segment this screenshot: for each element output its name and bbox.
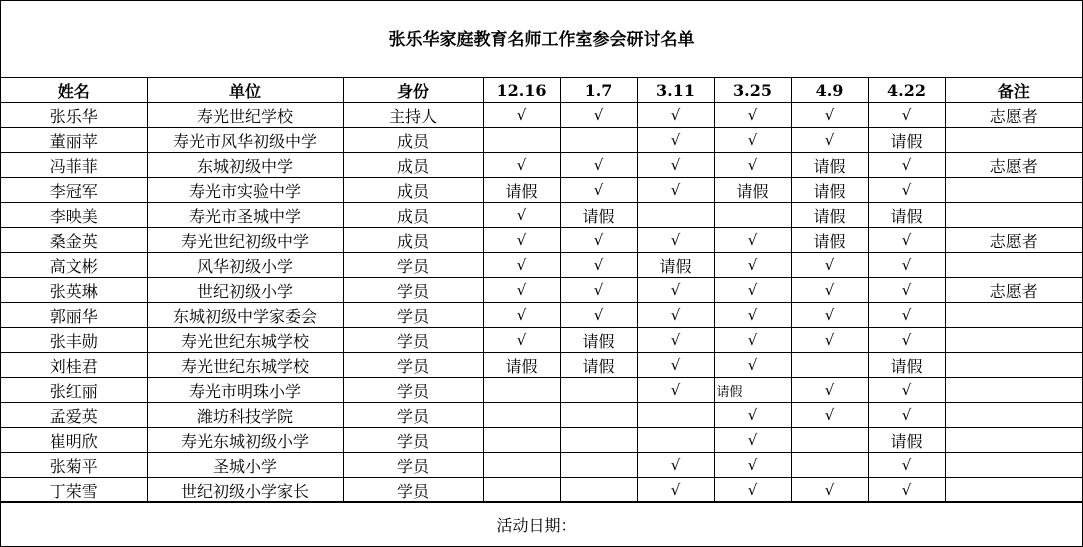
cell-unit: 寿光市风华初级中学 <box>147 128 343 153</box>
cell-name: 李冠军 <box>1 178 147 203</box>
cell-attendance <box>560 378 637 403</box>
table-row <box>1 253 1082 278</box>
cell-attendance: √ <box>637 478 714 503</box>
cell-unit: 东城初级中学家委会 <box>147 303 343 328</box>
cell-name: 张红丽 <box>1 378 147 403</box>
cell-attendance: 请假 <box>560 328 637 353</box>
cell-note <box>945 428 1082 453</box>
cell-attendance: √ <box>791 253 868 278</box>
cell-name: 高文彬 <box>1 253 147 278</box>
cell-unit: 世纪初级小学 <box>147 278 343 303</box>
cell-role: 学员 <box>343 253 483 278</box>
cell-attendance: √ <box>560 278 637 303</box>
header-row <box>1 78 1082 103</box>
cell-note: 志愿者 <box>945 278 1082 303</box>
table-row <box>1 153 1082 178</box>
cell-attendance: √ <box>714 128 791 153</box>
cell-name: 郭丽华 <box>1 303 147 328</box>
cell-attendance: √ <box>791 378 868 403</box>
cell-attendance: √ <box>714 228 791 253</box>
cell-attendance: √ <box>483 228 560 253</box>
cell-unit: 东城初级中学 <box>147 153 343 178</box>
cell-role: 成员 <box>343 178 483 203</box>
cell-name: 董丽苹 <box>1 128 147 153</box>
cell-attendance <box>791 428 868 453</box>
cell-attendance: √ <box>714 253 791 278</box>
table-row <box>1 203 1082 228</box>
cell-attendance <box>483 403 560 428</box>
header-unit: 单位 <box>147 78 343 103</box>
header-date: 4.22 <box>868 78 945 103</box>
cell-attendance: √ <box>560 178 637 203</box>
cell-unit: 世纪初级小学家长 <box>147 478 343 503</box>
cell-attendance: 请假 <box>560 353 637 378</box>
cell-note <box>945 478 1082 503</box>
cell-role: 成员 <box>343 228 483 253</box>
table-row <box>1 178 1082 203</box>
header-date: 12.16 <box>483 78 560 103</box>
cell-attendance: 请假 <box>791 203 868 228</box>
activity-date-label: 活动日期： <box>496 516 577 535</box>
table-row <box>1 428 1082 453</box>
cell-attendance <box>637 403 714 428</box>
cell-attendance: 请假 <box>868 203 945 228</box>
cell-attendance: √ <box>714 328 791 353</box>
cell-attendance: √ <box>560 153 637 178</box>
cell-attendance: √ <box>791 478 868 503</box>
cell-name: 张丰勋 <box>1 328 147 353</box>
cell-note <box>945 253 1082 278</box>
cell-attendance: √ <box>483 203 560 228</box>
cell-attendance: 请假 <box>868 128 945 153</box>
cell-unit: 风华初级小学 <box>147 253 343 278</box>
cell-name: 孟爱英 <box>1 403 147 428</box>
cell-attendance: √ <box>868 378 945 403</box>
cell-attendance: √ <box>714 278 791 303</box>
cell-attendance <box>483 478 560 503</box>
cell-attendance: 请假 <box>483 178 560 203</box>
cell-attendance: √ <box>483 153 560 178</box>
cell-attendance <box>483 428 560 453</box>
sheet-title: 张乐华家庭教育名师工作室参会研讨名单 <box>388 30 695 50</box>
cell-attendance: 请假 <box>791 178 868 203</box>
cell-attendance: √ <box>868 178 945 203</box>
cell-attendance: √ <box>637 278 714 303</box>
cell-attendance: 请假 <box>560 203 637 228</box>
cell-attendance: √ <box>483 303 560 328</box>
header-date: 3.25 <box>714 78 791 103</box>
cell-unit: 圣城小学 <box>147 453 343 478</box>
cell-note: 志愿者 <box>945 153 1082 178</box>
cell-attendance <box>791 453 868 478</box>
cell-attendance: 请假 <box>791 153 868 178</box>
cell-note: 志愿者 <box>945 228 1082 253</box>
cell-attendance <box>637 428 714 453</box>
cell-attendance: 请假 <box>868 428 945 453</box>
cell-attendance: √ <box>791 278 868 303</box>
cell-attendance: √ <box>714 453 791 478</box>
cell-unit: 寿光市圣城中学 <box>147 203 343 228</box>
cell-name: 崔明欣 <box>1 428 147 453</box>
cell-attendance: √ <box>637 378 714 403</box>
cell-note <box>945 353 1082 378</box>
cell-role: 成员 <box>343 203 483 228</box>
cell-attendance: √ <box>560 253 637 278</box>
cell-role: 学员 <box>343 278 483 303</box>
cell-attendance: √ <box>868 153 945 178</box>
cell-attendance: √ <box>714 403 791 428</box>
cell-role: 学员 <box>343 478 483 503</box>
cell-note <box>945 128 1082 153</box>
cell-attendance: √ <box>714 303 791 328</box>
cell-attendance <box>560 453 637 478</box>
cell-attendance: 请假 <box>637 253 714 278</box>
cell-attendance: √ <box>637 303 714 328</box>
header-role: 身份 <box>343 78 483 103</box>
cell-role: 学员 <box>343 453 483 478</box>
cell-attendance <box>714 203 791 228</box>
cell-role: 成员 <box>343 153 483 178</box>
cell-attendance: √ <box>637 178 714 203</box>
cell-attendance <box>483 453 560 478</box>
cell-name: 桑金英 <box>1 228 147 253</box>
table-row <box>1 453 1082 478</box>
cell-role: 学员 <box>343 303 483 328</box>
cell-note: 志愿者 <box>945 103 1082 128</box>
cell-attendance: √ <box>791 303 868 328</box>
cell-attendance: √ <box>714 103 791 128</box>
header-name: 姓名 <box>1 78 147 103</box>
cell-note <box>945 403 1082 428</box>
cell-attendance: √ <box>483 328 560 353</box>
table-row <box>1 328 1082 353</box>
table-row <box>1 403 1082 428</box>
cell-attendance: 请假 <box>791 228 868 253</box>
cell-attendance: √ <box>637 228 714 253</box>
cell-attendance <box>560 128 637 153</box>
cell-attendance: √ <box>637 453 714 478</box>
cell-attendance: √ <box>791 103 868 128</box>
cell-name: 李映美 <box>1 203 147 228</box>
attendance-table <box>1 77 1082 503</box>
cell-name: 张菊平 <box>1 453 147 478</box>
cell-attendance: √ <box>791 328 868 353</box>
cell-attendance: √ <box>791 403 868 428</box>
cell-role: 学员 <box>343 403 483 428</box>
table-body <box>1 103 1082 503</box>
cell-attendance <box>483 378 560 403</box>
cell-attendance: √ <box>714 353 791 378</box>
cell-attendance: √ <box>868 228 945 253</box>
cell-attendance: √ <box>637 153 714 178</box>
cell-role: 学员 <box>343 378 483 403</box>
table-row <box>1 103 1082 128</box>
cell-unit: 寿光世纪初级中学 <box>147 228 343 253</box>
header-date: 3.11 <box>637 78 714 103</box>
cell-attendance: √ <box>868 478 945 503</box>
table-row <box>1 128 1082 153</box>
table-row <box>1 378 1082 403</box>
cell-attendance <box>637 203 714 228</box>
table-row <box>1 228 1082 253</box>
cell-name: 冯菲菲 <box>1 153 147 178</box>
cell-attendance: 请假 <box>714 178 791 203</box>
cell-attendance: √ <box>483 278 560 303</box>
cell-unit: 寿光世纪东城学校 <box>147 353 343 378</box>
cell-attendance: √ <box>637 353 714 378</box>
cell-attendance <box>560 478 637 503</box>
footer-divider <box>1 501 1082 502</box>
cell-attendance: √ <box>868 328 945 353</box>
cell-note <box>945 453 1082 478</box>
cell-unit: 潍坊科技学院 <box>147 403 343 428</box>
cell-attendance: √ <box>483 103 560 128</box>
cell-role: 学员 <box>343 428 483 453</box>
table-row <box>1 478 1082 503</box>
table-row <box>1 303 1082 328</box>
cell-unit: 寿光世纪学校 <box>147 103 343 128</box>
footer <box>1 513 1082 536</box>
cell-note <box>945 328 1082 353</box>
cell-role: 主持人 <box>343 103 483 128</box>
cell-note <box>945 303 1082 328</box>
cell-attendance: 请假 <box>483 353 560 378</box>
cell-attendance: √ <box>714 428 791 453</box>
cell-role: 学员 <box>343 328 483 353</box>
cell-name: 张乐华 <box>1 103 147 128</box>
cell-attendance: √ <box>868 103 945 128</box>
table-row <box>1 278 1082 303</box>
header-date: 4.9 <box>791 78 868 103</box>
cell-attendance: √ <box>560 228 637 253</box>
cell-note <box>945 378 1082 403</box>
cell-attendance: √ <box>637 103 714 128</box>
cell-unit: 寿光世纪东城学校 <box>147 328 343 353</box>
cell-note <box>945 178 1082 203</box>
cell-attendance: √ <box>637 128 714 153</box>
cell-attendance: √ <box>560 303 637 328</box>
cell-attendance: √ <box>637 328 714 353</box>
cell-role: 学员 <box>343 353 483 378</box>
cell-attendance <box>791 353 868 378</box>
cell-note <box>945 203 1082 228</box>
cell-unit: 寿光市实验中学 <box>147 178 343 203</box>
cell-attendance: √ <box>714 153 791 178</box>
cell-attendance: √ <box>868 303 945 328</box>
cell-attendance <box>560 428 637 453</box>
cell-attendance: √ <box>868 278 945 303</box>
cell-attendance: √ <box>868 453 945 478</box>
cell-name: 张英琳 <box>1 278 147 303</box>
cell-unit: 寿光市明珠小学 <box>147 378 343 403</box>
header-date: 1.7 <box>560 78 637 103</box>
cell-attendance: √ <box>791 128 868 153</box>
cell-unit: 寿光东城初级小学 <box>147 428 343 453</box>
cell-attendance: 请假 <box>714 378 791 403</box>
header-note: 备注 <box>945 78 1082 103</box>
cell-attendance: √ <box>483 253 560 278</box>
cell-attendance <box>560 403 637 428</box>
table-row <box>1 353 1082 378</box>
cell-name: 刘桂君 <box>1 353 147 378</box>
cell-attendance: √ <box>714 478 791 503</box>
cell-name: 丁荣雪 <box>1 478 147 503</box>
cell-attendance: √ <box>868 253 945 278</box>
cell-role: 成员 <box>343 128 483 153</box>
cell-attendance: √ <box>868 403 945 428</box>
cell-attendance: √ <box>560 103 637 128</box>
cell-attendance <box>483 128 560 153</box>
cell-attendance: 请假 <box>868 353 945 378</box>
